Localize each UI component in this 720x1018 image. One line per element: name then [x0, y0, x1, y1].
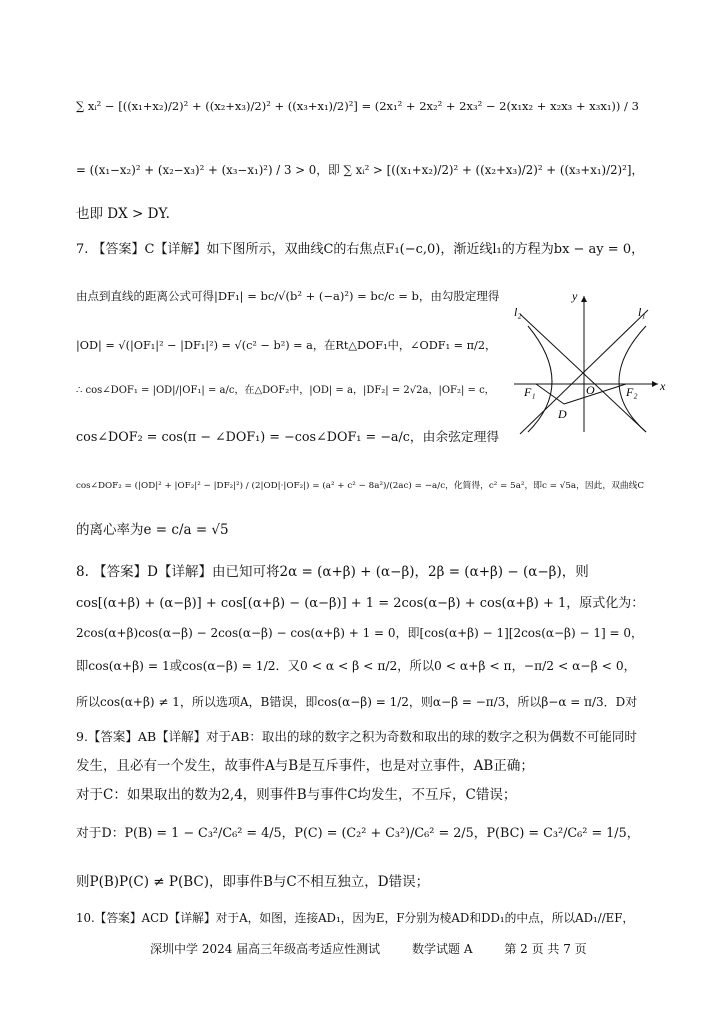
text-line-l16: 9.【答案】AB【详解】对于AB：取出的球的数字之积为奇数和取出的球的数字之积为偶数不可能同时	[76, 729, 637, 744]
text-line-l4: 7. 【答案】C【详解】如下图所示，双曲线C的右焦点F₁(−c,0)，渐近线l₁的方程为bx − ay = 0，	[76, 242, 645, 257]
y-axis-arrow	[581, 296, 587, 302]
label-F1: F₁	[524, 385, 536, 399]
x-axis-arrow	[652, 381, 658, 387]
footer-school: 深圳中学 2024 届高三年级高考适应性测试	[150, 942, 381, 956]
hyperbola-right-branch	[619, 326, 646, 432]
segment-F1-D	[536, 384, 564, 404]
text-line-l12: cos[(α+β) + (α−β)] + cos[(α+β) − (α−β)] + 1 = 2cos(α−β) + cos(α+β) + 1，原式化为：	[76, 596, 645, 611]
text-line-l21: 10.【答案】ACD【详解】对于A，如图，连接AD₁，因为E，F分别为棱AD和DD₁的中点，所以AD₁//EF，	[76, 911, 635, 925]
hyperbola-left-branch	[528, 326, 552, 432]
text-line-l6: |OD| = √(|OF₁|² − |DF₁|²) = √(c² − b²) = a，在Rt△DOF₁中，∠ODF₁ = π/2，	[76, 339, 497, 352]
label-O: O	[586, 383, 595, 397]
page-footer	[150, 940, 615, 957]
text-line-l9: cos∠DOF₂ = (|OD|² + |OF₂|² − |DF₂|²) / (2|OD|·|OF₂|) = (a² + c² − 8a²)/(2ac) = −a/c，化简得，c² = 5a²，即c = √5a，因此，双曲线C	[76, 481, 645, 491]
text-line-l8: cos∠DOF₂ = cos(π − ∠DOF₁) = −cos∠DOF₁ = −a/c，由余弦定理得	[76, 430, 500, 445]
footer-page-number: 第 2 页 共 7 页	[504, 942, 587, 956]
label-D: D	[558, 407, 567, 421]
footer-subject: 数学试题 A	[412, 942, 473, 956]
text-line-l1: ∑ xᵢ² − [((x₁+x₂)/2)² + ((x₂+x₃)/2)² + ((x₃+x₁)/2)²] = (2x₁² + 2x₂² + 2x₃² − 2(x₁x₂ + x₂x₃ + x₃x₁)) / 3	[76, 99, 639, 113]
text-line-l2: = ((x₁−x₂)² + (x₂−x₃)² + (x₃−x₁)²) / 3 > 0，即 ∑ xᵢ² > [((x₁+x₂)/2)² + ((x₂+x₃)/2)² + ((x₃+x₁)/2)²]，	[76, 163, 644, 177]
text-line-l13: 2cos(α+β)cos(α−β) − 2cos(α−β) − cos(α+β) + 1 = 0，即[cos(α+β) − 1][2cos(α−β) − 1] = 0，	[76, 626, 643, 640]
text-line-l20: 则P(B)P(C) ≠ P(BC)，即事件B与C不相互独立，D错误；	[76, 874, 430, 890]
text-line-l5: 由点到直线的距离公式可得|DF₁| = bc/√(b² + (−a)²) = bc/c = b，由勾股定理得	[76, 289, 500, 303]
label-y: y	[572, 289, 578, 303]
label-l2: l₂	[514, 305, 522, 319]
text-line-l18: 对于C：如果取出的数为2,4，则事件B与事件C均发生，不互斥，C错误；	[76, 787, 517, 803]
label-x: x	[660, 379, 666, 393]
text-line-l17: 发生，且必有一个发生，故事件A与B是互斥事件，也是对立事件，AB正确；	[76, 758, 534, 774]
text-line-l10: 的离心率为e = c/a = √5	[76, 522, 229, 538]
text-line-l11: 8. 【答案】D【详解】由已知可将2α = (α+β) + (α−β)，2β = (α+β) − (α−β)，则	[76, 564, 589, 580]
text-line-l7: ∴ cos∠DOF₁ = |OD|/|OF₁| = a/c，在△DOF₂中，|OD| = a，|DF₂| = 2√2a，|OF₂| = c，	[76, 385, 495, 396]
hyperbola-figure	[506, 286, 666, 436]
text-line-l3: 也即 DX > DY.	[76, 206, 170, 222]
label-F2: F₂	[626, 385, 638, 399]
label-l1: l₁	[638, 305, 646, 319]
text-line-l19: 对于D：P(B) = 1 − C₃²/C₆² = 4/5，P(C) = (C₂² + C₃²)/C₆² = 2/5，P(BC) = C₃²/C₆² = 1/5，	[76, 826, 640, 841]
text-line-l15: 所以cos(α+β) ≠ 1，所以选项A，B错误，即cos(α−β) = 1/2，则α−β = −π/3，所以β−α = π/3．D对	[76, 695, 638, 709]
text-line-l14: 即cos(α+β) = 1或cos(α−β) = 1/2．又0 < α < β < π/2，所以0 < α+β < π，−π/2 < α−β < 0，	[76, 659, 636, 673]
segment-D-F2	[564, 384, 626, 404]
